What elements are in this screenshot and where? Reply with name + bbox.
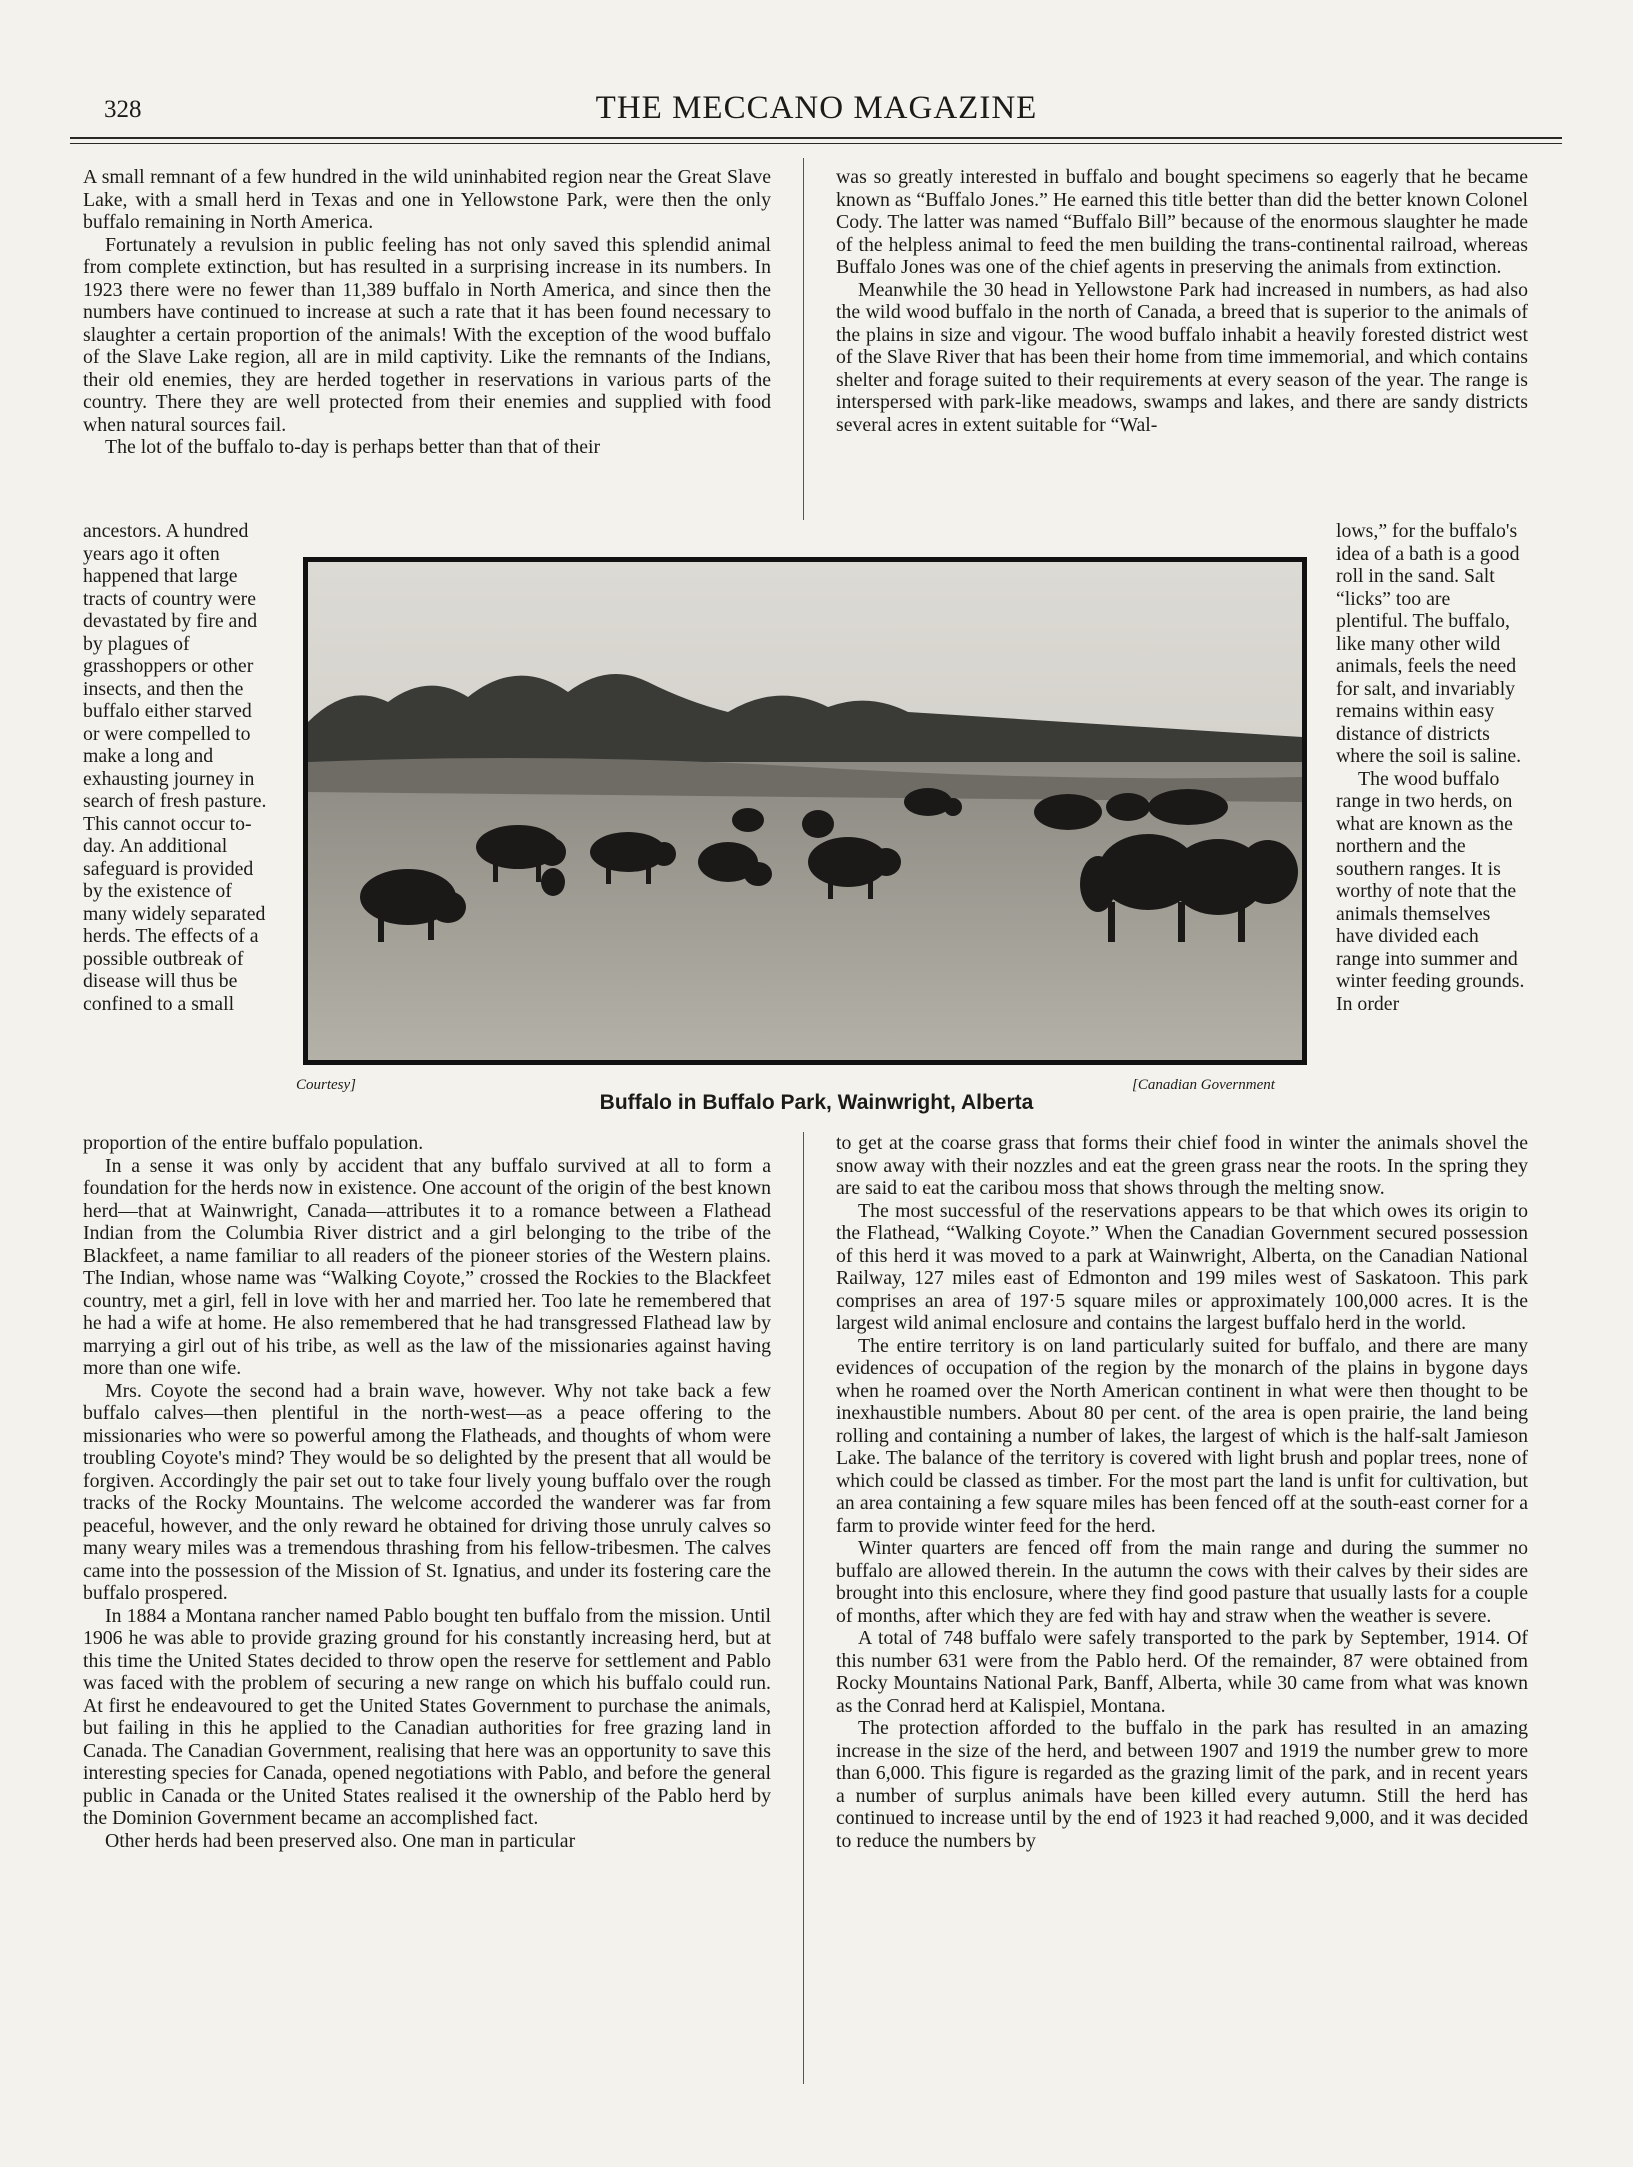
- paragraph: to get at the coarse grass that forms their chief food in winter the animals shovel the snow away with their nozzles and eat the green grass near the roots. In the spring they are said to eat the caribou moss that shows through the melting snow.: [836, 1132, 1528, 1199]
- right-column-bottom: [836, 1132, 1528, 1852]
- header-rule-thin: [70, 143, 1562, 144]
- paragraph: The wood buffalo range in two herds, on what are known as the northern and the southern ranges. It is worthy of note that the animals themselves have divided each range into summer and winter feeding grounds. In order: [1336, 767, 1525, 1015]
- paragraph: The lot of the buffalo to-day is perhaps better than that of their: [105, 436, 601, 458]
- right-column-beside-photo: [1336, 520, 1526, 1015]
- paragraph: A total of 748 buffalo were safely transported to the park by September, 1914. Of this number 631 were from the Pablo herd. Of the remainder, 87 were obtained from Rocky Mountains National Park, Banff, Alberta, while 30 came from what was known as the Conrad herd at Kalispiel, Montana.: [836, 1627, 1528, 1717]
- page-number: 328: [104, 96, 142, 123]
- paragraph: ancestors. A hundred years ago it often happened that large tracts of country were devastated by fire and by plagues of grasshoppers or other insects, and then the buffalo either starved or were compelled to make a long and exhausting journey in search of fresh pasture. This cannot occur to-day. An additional safeguard is provided by the existence of many widely separated herds. The effects of a possible outbreak of disease will thus be confined to a small: [83, 520, 267, 1015]
- paragraph: lows,” for the buffalo's idea of a bath is a good roll in the sand. Salt “licks” too are plentiful. The buffalo, like many other wild animals, feels the need for salt, and invariably remains within easy distance of districts where the soil is saline.: [1336, 520, 1522, 767]
- paragraph: Winter quarters are fenced off from the main range and during the summer no buffalo are allowed therein. In the autumn the cows with their calves by their sides are brought into this enclosure, where they find good pasture that usually lasts for a couple of months, after which they are fed with hay and straw when the weather is severe.: [836, 1537, 1528, 1627]
- left-column-beside-photo: [83, 520, 269, 1015]
- paragraph: The most successful of the reservations appears to be that which owes its origin to the Flathead, “Walking Coyote.” When the Canadian Government secured possession of this herd it was moved to a park at Wainwright, Alberta, on the Canadian National Railway, 127 miles east of Edmonton and 199 miles west of Saskatoon. This park comprises an area of 197·5 square miles or approximately 100,000 acres. It is the largest wild animal enclosure and contains the largest buffalo herd in the world.: [836, 1199, 1528, 1334]
- left-column-bottom: [83, 1132, 771, 1852]
- paragraph: was so greatly interested in buffalo and bought specimens so eagerly that he became known as “Buffalo Jones.” He earned this title better than did the better known Colonel Cody. The latter was named “Buffalo Bill” because of the enormous slaughter he made of the helpless animal to feed the men building the trans-continental railroad, whereas Buffalo Jones was one of the chief agents in preserving the animals from extinction.: [836, 166, 1528, 278]
- paragraph: Fortunately a revulsion in public feeling has not only saved this splendid animal from complete extinction, but has resulted in a surprising increase in its numbers. In 1923 there were no fewer than 11,389 buffalo in North America, and since then the numbers have continued to increase at such a rate that it has been found necessary to slaughter a certain proportion of the animals! With the exception of the wood buffalo of the Slave Lake region, all are in mild captivity. Like the remnants of the Indians, their old enemies, they are herded together in reservations in various parts of the country. There they are well protected from their enemies and supplied with food when natural sources fail.: [83, 233, 771, 436]
- paragraph: A small remnant of a few hundred in the wild uninhabited region near the Great Slave Lake, with a small herd in Texas and one in Yellowstone Park, were then the only buffalo remaining in North America.: [83, 166, 771, 233]
- column-divider-top: [803, 158, 804, 520]
- buffalo-photo: [303, 557, 1307, 1065]
- photo-credit-left: Courtesy]: [296, 1077, 356, 1093]
- photo-credit-right: [Canadian Government: [1132, 1077, 1275, 1093]
- left-column-top: [83, 166, 771, 459]
- photo-caption: Buffalo in Buffalo Park, Wainwright, Alberta: [599, 1091, 1034, 1114]
- paragraph: The protection afforded to the buffalo in the park has resulted in an amazing increase in the size of the herd, and between 1907 and 1919 the number grew to more than 6,000. This figure is regarded as the grazing limit of the park, and in recent years a number of surplus animals have been killed every autumn. Still the herd has continued to increase until by the end of 1923 it had reached 9,000, and it was decided to reduce the numbers by: [836, 1717, 1528, 1852]
- paragraph: Meanwhile the 30 head in Yellowstone Park had increased in numbers, as had also the wild wood buffalo in the north of Canada, a breed that is superior to the animals of the plains in size and vigour. The wood buffalo inhabit a heavily forested district west of the Slave River that has been their home from time immemorial, and which contains shelter and forage suited to their requirements at every season of the year. The range is interspersed with park-like meadows, swamps and lakes, and there are sandy districts several acres in extent suitable for “Wal-: [836, 278, 1528, 436]
- paragraph: The entire territory is on land particularly suited for buffalo, and there are many evidences of occupation of the region by the monarch of the plains in bygone days when he roamed over the North American continent in what were then thought to be inexhaustible numbers. About 80 per cent. of the area is open prairie, the land being rolling and containing a number of lakes, the largest of which is the half-salt Jamieson Lake. The balance of the territory is covered with light brush and poplar trees, none of which could be classed as timber. For the most part the land is unfit for cultivation, but an area containing a few square miles has been fenced off at the south-east corner for a farm to provide winter feed for the herd.: [836, 1334, 1528, 1537]
- paragraph: In a sense it was only by accident that any buffalo survived at all to form a foundation for the herds now in existence. One account of the origin of the best known herd—that at Wainwright, Canada—attributes it to a romance between a Flathead Indian from the Columbia River district and a girl belonging to the tribe of the Blackfeet, a name familiar to all readers of the pioneer stories of the Western plains. The Indian, whose name was “Walking Coyote,” crossed the Rockies to the Blackfeet country, met a girl, fell in love with her and married her. Too late he remembered that he had a wife at home. He also remembered that he had transgressed Flathead law by marrying a girl out of his tribe, as well as the law of the missionaries against having more than one wife.: [83, 1154, 771, 1379]
- right-column-top: [836, 166, 1528, 436]
- column-divider-bottom: [803, 1132, 804, 2084]
- header-rule: [70, 137, 1562, 139]
- paragraph: Other herds had been preserved also. One man in particular: [105, 1829, 576, 1852]
- paragraph: In 1884 a Montana rancher named Pablo bought ten buffalo from the mission. Until 1906 he was able to provide grazing ground for his constantly increasing herd, but at this time the United States decided to throw open the reserve for settlement and Pablo was faced with the problem of securing a new range on which his buffalo could run. At first he endeavoured to get the United States Government to purchase the animals, but failing in this he applied to the Canadian authorities for free grazing land in Canada. The Canadian Government, realising that here was an opportunity to save this interesting species for Canada, opened negotiations with Pablo, and before the general public in Canada or the United States realised it the ownership of the Pablo herd by the Dominion Government became an accomplished fact.: [83, 1604, 771, 1829]
- paragraph: Mrs. Coyote the second had a brain wave, however. Why not take back a few buffalo calves—then plentiful in the north-west—as a peace offering to the missionaries who were so powerful among the Flatheads, and thoughts of whom were troubling Coyote's mind? They would be so delighted by the present that all would be forgiven. Accordingly the pair set out to take four lively young buffalo over the rough tracks of the Rocky Mountains. The welcome accorded the wanderer was far from peaceful, however, and the only reward he obtained for driving those unruly calves so many weary miles was a tremendous thrashing from his fellow-tribesmen. The calves came into the possession of the Mission of St. Ignatius, and under its fostering care the buffalo prospered.: [83, 1379, 771, 1604]
- buffalo-herd-image: [308, 562, 1302, 1060]
- paragraph: proportion of the entire buffalo population.: [83, 1132, 424, 1154]
- magazine-title: THE MECCANO MAGAZINE: [595, 90, 1038, 126]
